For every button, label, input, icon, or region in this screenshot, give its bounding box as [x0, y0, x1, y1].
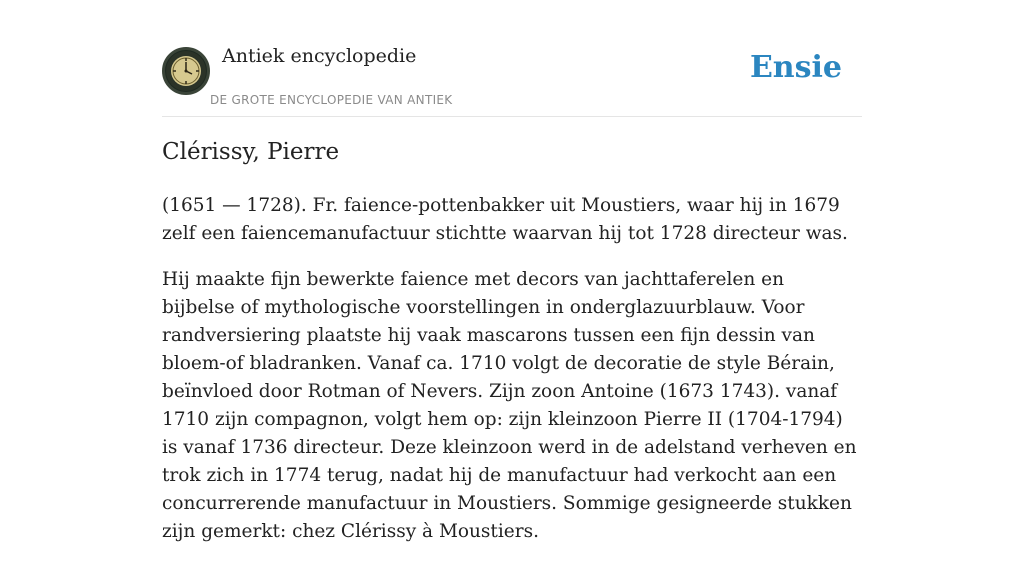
- article-paragraph: (1651 — 1728). Fr. faience-pottenbakker uit Moustiers, waar hij in 1679 zelf een faiencemanufactuur stichtte waarvan hij tot 1728 directeur was.: [162, 195, 848, 244]
- site-title-link[interactable]: Antiek encyclopedie: [222, 45, 417, 67]
- antique-clock-icon[interactable]: [162, 47, 210, 95]
- brand-logo-link[interactable]: Ensie: [749, 50, 842, 85]
- article-body: [162, 192, 862, 564]
- article-paragraph: Hij maakte fijn bewerkte faience met decors van jachttaferelen en bijbelse of mythologische voorstellingen in onderglazuurblauw. Voor randversiering plaatste hij vaak mascarons tussen een fijn dessin van bloem-of bladranken. Vanaf ca. 1710 volgt de decoratie de style Bérain, beïnvloed door Rotman of Nevers. Zijn zoon Antoine (1673 1743). vanaf 1710 zijn compagnon, volgt hem op: zijn kleinzoon Pierre II (1704-1794) is vanaf 1736 directeur. Deze kleinzoon werd in de adelstand verheven en trok zich in 1774 terug, nadat hij de manufactuur had verkocht aan een concurrerende manufactuur in Moustiers. Sommige gesigneerde stukken zijn gemerkt: chez Clérissy à Moustiers.: [162, 269, 857, 542]
- article-title: Clérissy, Pierre: [162, 139, 340, 165]
- site-subtitle: DE GROTE ENCYCLOPEDIE VAN ANTIEK: [210, 93, 453, 107]
- site-header: [162, 0, 862, 117]
